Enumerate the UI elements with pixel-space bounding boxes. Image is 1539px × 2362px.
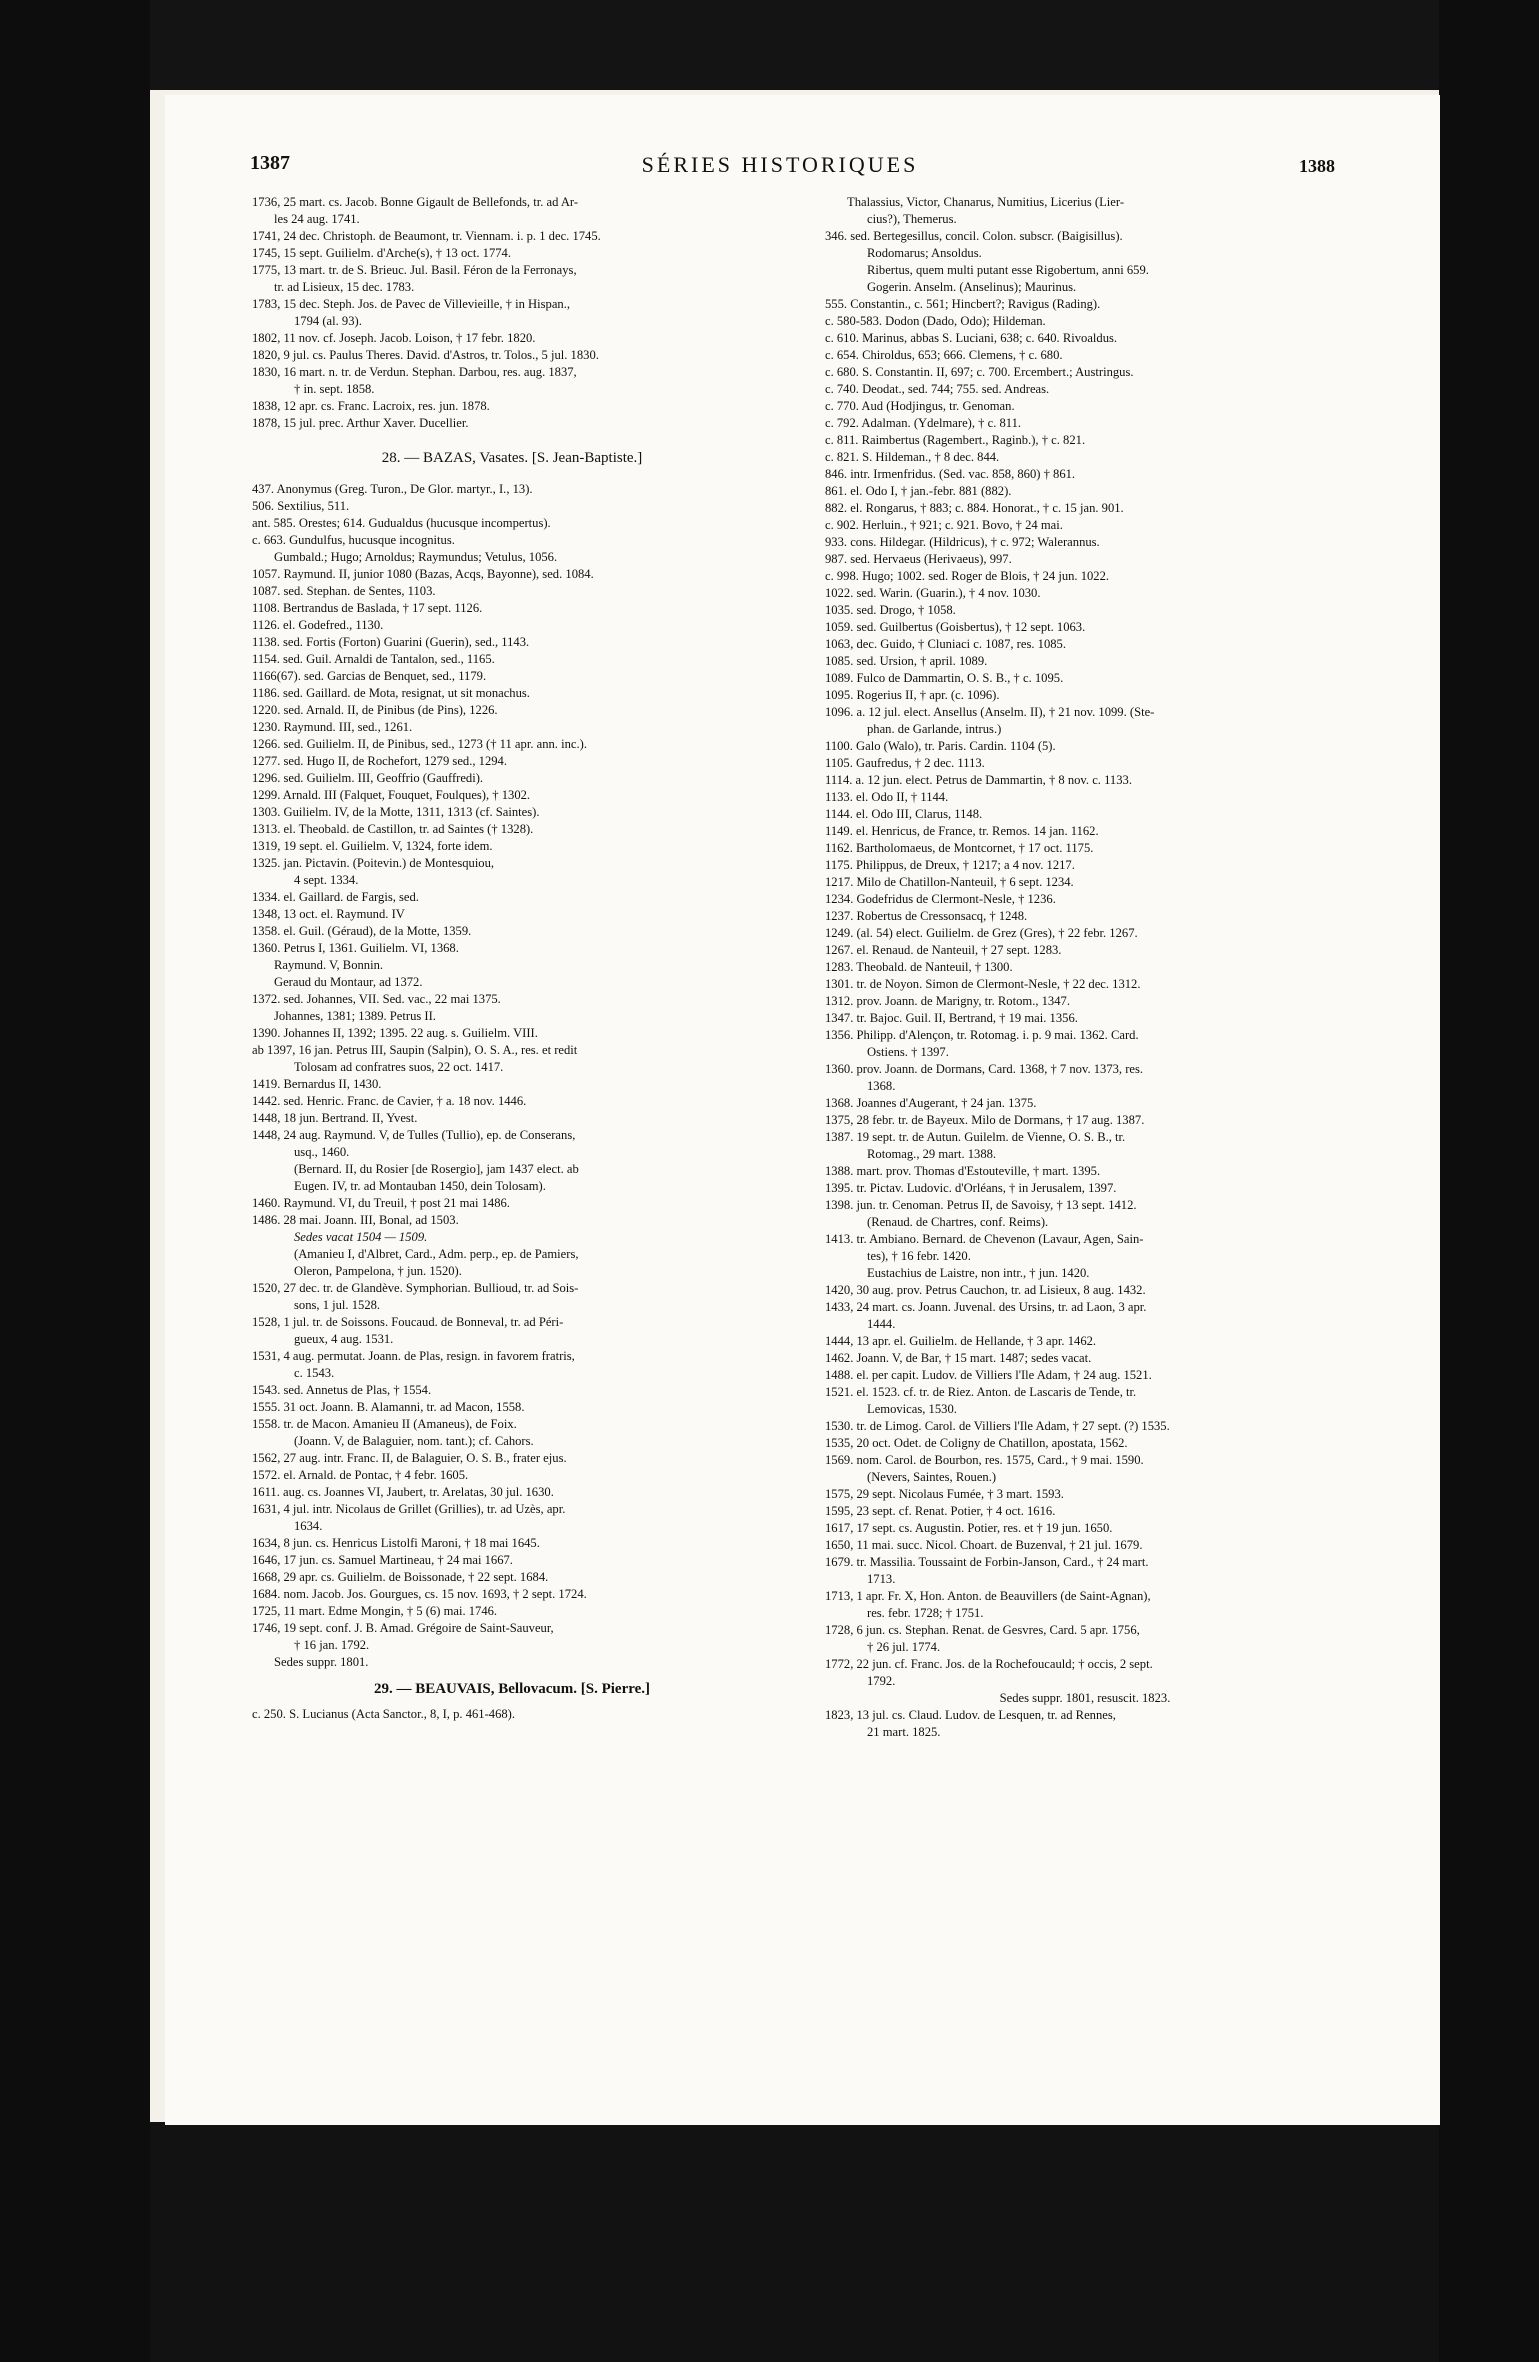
- entry-line: 1448, 24 aug. Raymund. V, de Tulles (Tullio), ep. de Conserans,: [252, 1128, 576, 1142]
- entry-line: 1838, 12 apr. cs. Franc. Lacroix, res. jun. 1878.: [252, 399, 490, 413]
- entry-line: 882. el. Rongarus, † 883; c. 884. Honorat., † c. 15 jan. 901.: [825, 501, 1124, 515]
- entry-line: 861. el. Odo I, † jan.-febr. 881 (882).: [825, 484, 1012, 498]
- entry-line: 1668, 29 apr. cs. Guilielm. de Boissonade, † 22 sept. 1684.: [252, 1570, 549, 1584]
- entry-line: 1387. 19 sept. tr. de Autun. Guilelm. de Vienne, O. S. B., tr.: [825, 1130, 1126, 1144]
- entry-line: 1237. Robertus de Cressonsacq, † 1248.: [825, 909, 1028, 923]
- entry-line: Tolosam ad confratres suos, 22 oct. 1417.: [294, 1060, 504, 1074]
- entry-line: 1398. jun. tr. Cenoman. Petrus II, de Savoisy, † 13 sept. 1412.: [825, 1198, 1137, 1212]
- entry-line: 1230. Raymund. III, sed., 1261.: [252, 720, 413, 734]
- entry-line: 1595, 23 sept. cf. Renat. Potier, † 4 oct. 1616.: [825, 1504, 1056, 1518]
- entry-line: 1368.: [867, 1079, 896, 1093]
- page-number-right: 1388: [1299, 156, 1335, 176]
- section-heading: 28. — BAZAS, Vasates. [S. Jean-Baptiste.]: [381, 450, 643, 466]
- entry-line: 1266. sed. Guilielm. II, de Pinibus, sed., 1273 († 11 apr. ann. inc.).: [252, 737, 587, 751]
- entry-line: 1325. jan. Pictavin. (Poitevin.) de Montesquiou,: [252, 856, 495, 870]
- entry-line: gueux, 4 aug. 1531.: [294, 1332, 394, 1346]
- entry-line: 1283. Theobald. de Nanteuil, † 1300.: [825, 960, 1013, 974]
- entry-line: phan. de Garlande, intrus.): [867, 722, 1002, 736]
- entry-line: 1444, 13 apr. el. Guilielm. de Hellande, † 3 apr. 1462.: [825, 1334, 1097, 1348]
- entry-line: 1347. tr. Bajoc. Guil. II, Bertrand, † 19 mai. 1356.: [825, 1011, 1078, 1025]
- scan-border-bottom: [0, 2122, 1539, 2362]
- entry-line: 1442. sed. Henric. Franc. de Cavier, † a. 18 nov. 1446.: [252, 1094, 527, 1108]
- entry-line: c. 792. Adalman. (Ydelmare), † c. 811.: [825, 416, 1022, 430]
- entry-line: 1558. tr. de Macon. Amanieu II (Amaneus), de Foix.: [252, 1417, 517, 1431]
- entry-line: 1095. Rogerius II, † apr. (c. 1096).: [825, 688, 1000, 702]
- entry-line: c. 1543.: [294, 1366, 335, 1380]
- right-column: [825, 194, 1345, 1741]
- entry-line: 1267. el. Renaud. de Nanteuil, † 27 sept. 1283.: [825, 943, 1062, 957]
- entry-line: 1105. Gaufredus, † 2 dec. 1113.: [825, 756, 985, 770]
- entry-line: 1745, 15 sept. Guilielm. d'Arche(s), † 13 oct. 1774.: [252, 246, 512, 260]
- entry-line: 1035. sed. Drogo, † 1058.: [825, 603, 956, 617]
- entry-line: 1420, 30 aug. prov. Petrus Cauchon, tr. ad Lisieux, 8 aug. 1432.: [825, 1283, 1146, 1297]
- entry-line: 1531, 4 aug. permutat. Joann. de Plas, resign. in favorem fratris,: [252, 1349, 575, 1363]
- entry-line: 1802, 11 nov. cf. Joseph. Jacob. Loison, † 17 febr. 1820.: [252, 331, 536, 345]
- entry-line: c. 654. Chiroldus, 653; 666. Clemens, † c. 680.: [825, 348, 1063, 362]
- entry-line: 1878, 15 jul. prec. Arthur Xaver. Ducellier.: [252, 416, 469, 430]
- entry-line: 1301. tr. de Noyon. Simon de Clermont-Nesle, † 22 dec. 1312.: [825, 977, 1141, 991]
- entry-line: Gogerin. Anselm. (Anselinus); Maurinus.: [867, 280, 1077, 294]
- entry-line: 1249. (al. 54) elect. Guilielm. de Grez (Gres), † 22 febr. 1267.: [825, 926, 1138, 940]
- scan-border-left: [0, 0, 150, 2362]
- entry-line: Lemovicas, 1530.: [867, 1402, 957, 1416]
- entry-line: 1360. Petrus I, 1361. Guilielm. VI, 1368.: [252, 941, 459, 955]
- entry-line: 1775, 13 mart. tr. de S. Brieuc. Jul. Basil. Féron de la Ferronays,: [252, 263, 577, 277]
- entry-line: 987. sed. Hervaeus (Herivaeus), 997.: [825, 552, 1012, 566]
- entry-line: c. 770. Aud (Hodjingus, tr. Genoman.: [825, 399, 1015, 413]
- entry-line: 1096. a. 12 jul. elect. Ansellus (Anselm. II), † 21 nov. 1099. (Ste-: [825, 705, 1155, 719]
- entry-line: 1138. sed. Fortis (Forton) Guarini (Guerin), sed., 1143.: [252, 635, 530, 649]
- entry-line: 1535, 20 oct. Odet. de Coligny de Chatillon, apostata, 1562.: [825, 1436, 1128, 1450]
- entry-line: Gumbald.; Hugo; Arnoldus; Raymundus; Vetulus, 1056.: [274, 550, 558, 564]
- entry-line: 1746, 19 sept. conf. J. B. Amad. Grégoire de Saint-Sauveur,: [252, 1621, 554, 1635]
- entry-line: 437. Anonymus (Greg. Turon., De Glor. martyr., I., 13).: [252, 482, 533, 496]
- entry-line: 1114. a. 12 jun. elect. Petrus de Dammartin, † 8 nov. c. 1133.: [825, 773, 1132, 787]
- entry-line: 1312. prov. Joann. de Marigny, tr. Rotom., 1347.: [825, 994, 1070, 1008]
- entry-line: 1388. mart. prov. Thomas d'Estouteville, † mart. 1395.: [825, 1164, 1101, 1178]
- entry-line: 1650, 11 mai. succ. Nicol. Choart. de Buzenval, † 21 jul. 1679.: [825, 1538, 1143, 1552]
- entry-line: c. 740. Deodat., sed. 744; 755. sed. Andreas.: [825, 382, 1050, 396]
- entry-line: 555. Constantin., c. 561; Hincbert?; Ravigus (Rading).: [825, 297, 1101, 311]
- entry-line: (Amanieu I, d'Albret, Card., Adm. perp., ep. de Pamiers,: [294, 1247, 579, 1261]
- entry-line: 1555. 31 oct. Joann. B. Alamanni, tr. ad Macon, 1558.: [252, 1400, 525, 1414]
- entry-line: Sedes vacat 1504 — 1509.: [294, 1230, 428, 1244]
- entry-line: Thalassius, Victor, Chanarus, Numitius, Licerius (Lier-: [847, 195, 1125, 209]
- entry-line: c. 610. Marinus, abbas S. Luciani, 638; c. 640. Rivoaldus.: [825, 331, 1118, 345]
- entry-line: 1022. sed. Warin. (Guarin.), † 4 nov. 1030.: [825, 586, 1041, 600]
- entry-line: 1348, 13 oct. el. Raymund. IV: [252, 907, 405, 921]
- entry-line: † in. sept. 1858.: [294, 382, 375, 396]
- entry-line: 1319, 19 sept. el. Guilielm. V, 1324, forte idem.: [252, 839, 493, 853]
- entry-line: 1575, 29 sept. Nicolaus Fumée, † 3 mart. 1593.: [825, 1487, 1064, 1501]
- entry-line: 1100. Galo (Walo), tr. Paris. Cardin. 1104 (5).: [825, 739, 1056, 753]
- entry-line: 1569. nom. Carol. de Bourbon, res. 1575, Card., † 9 mai. 1590.: [825, 1453, 1144, 1467]
- entry-line: c. 902. Herluin., † 921; c. 921. Bovo, † 24 mai.: [825, 518, 1063, 532]
- entry-line: 346. sed. Bertegesillus, concil. Colon. subscr. (Baigisillus).: [825, 229, 1123, 243]
- entry-line: 1634.: [294, 1519, 323, 1533]
- entry-line: 1562, 27 aug. intr. Franc. II, de Balaguier, O. S. B., frater ejus.: [252, 1451, 567, 1465]
- entry-line: Sedes suppr. 1801.: [274, 1655, 369, 1669]
- entry-line: 1713, 1 apr. Fr. X, Hon. Anton. de Beauvillers (de Saint-Agnan),: [825, 1589, 1151, 1603]
- entry-line: (Nevers, Saintes, Rouen.): [867, 1470, 997, 1484]
- entry-line: 1296. sed. Guilielm. III, Geoffrio (Gauffredi).: [252, 771, 484, 785]
- entry-line: Eugen. IV, tr. ad Montauban 1450, dein Tolosam).: [294, 1179, 546, 1193]
- entry-line: 1617, 17 sept. cs. Augustin. Potier, res. et † 19 jun. 1650.: [825, 1521, 1113, 1535]
- entry-line: 1520, 27 dec. tr. de Glandève. Symphorian. Bullioud, tr. ad Sois-: [252, 1281, 579, 1295]
- entry-line: 1792.: [867, 1674, 896, 1688]
- entry-line: 1634, 8 jun. cs. Henricus Listolfi Maroni, † 18 mai 1645.: [252, 1536, 540, 1550]
- entry-line: 1108. Bertrandus de Baslada, † 17 sept. 1126.: [252, 601, 483, 615]
- entry-line: 1684. nom. Jacob. Jos. Gourgues, cs. 15 nov. 1693, † 2 sept. 1724.: [252, 1587, 587, 1601]
- entry-line: 1368. Joannes d'Augerant, † 24 jan. 1375.: [825, 1096, 1037, 1110]
- entry-line: 1572. el. Arnald. de Pontac, † 4 febr. 1605.: [252, 1468, 469, 1482]
- entry-line: 1460. Raymund. VI, du Treuil, † post 21 mai 1486.: [252, 1196, 510, 1210]
- entry-line: 1087. sed. Stephan. de Sentes, 1103.: [252, 584, 436, 598]
- entry-line: 1144. el. Odo III, Clarus, 1148.: [825, 807, 983, 821]
- entry-line: 1794 (al. 93).: [294, 314, 362, 328]
- entry-line: 1133. el. Odo II, † 1144.: [825, 790, 949, 804]
- entry-line: 1085. sed. Ursion, † april. 1089.: [825, 654, 988, 668]
- entry-line: 1611. aug. cs. Joannes VI, Jaubert, tr. Arelatas, 30 jul. 1630.: [252, 1485, 554, 1499]
- entry-line: 1089. Fulco de Dammartin, O. S. B., † c. 1095.: [825, 671, 1064, 685]
- entry-line: c. 998. Hugo; 1002. sed. Roger de Blois, † 24 jun. 1022.: [825, 569, 1110, 583]
- entry-line: (Joann. V, de Balaguier, nom. tant.); cf. Cahors.: [294, 1434, 534, 1448]
- entry-line: 1488. el. per capit. Ludov. de Villiers l'Ile Adam, † 24 aug. 1521.: [825, 1368, 1152, 1382]
- entry-line: 1234. Godefridus de Clermont-Nesle, † 1236.: [825, 892, 1056, 906]
- entry-line: 933. cons. Hildegar. (Hildricus), † c. 972; Walerannus.: [825, 535, 1100, 549]
- entry-line: 1444.: [867, 1317, 896, 1331]
- entry-line: cius?), Themerus.: [867, 212, 957, 226]
- entry-line: 1358. el. Guil. (Géraud), de la Motte, 1359.: [252, 924, 472, 938]
- entry-line: tes), † 16 febr. 1420.: [867, 1249, 971, 1263]
- entry-line: (Renaud. de Chartres, conf. Reims).: [867, 1215, 1049, 1229]
- entry-line: c. 680. S. Constantin. II, 697; c. 700. Ercembert.; Austringus.: [825, 365, 1134, 379]
- page-title: SÉRIES HISTORIQUES: [641, 152, 919, 177]
- entry-line: 1772, 22 jun. cf. Franc. Jos. de la Rochefoucauld; † occis, 2 sept.: [825, 1657, 1153, 1671]
- entry-line: 1059. sed. Guilbertus (Goisbertus), † 12 sept. 1063.: [825, 620, 1086, 634]
- entry-line: Eustachius de Laistre, non intr., † jun. 1420.: [867, 1266, 1090, 1280]
- entry-line: 846. intr. Irmenfridus. (Sed. vac. 858, 860) † 861.: [825, 467, 1076, 481]
- section-heading: 29. — BEAUVAIS, Bellovacum. [S. Pierre.]: [373, 1681, 651, 1697]
- entry-line: 1372. sed. Johannes, VII. Sed. vac., 22 mai 1375.: [252, 992, 501, 1006]
- entry-line: 1462. Joann. V, de Bar, † 15 mart. 1487; sedes vacat.: [825, 1351, 1092, 1365]
- entry-line: 1149. el. Henricus, de France, tr. Remos. 14 jan. 1162.: [825, 824, 1099, 838]
- entry-line: sons, 1 jul. 1528.: [294, 1298, 381, 1312]
- entry-line: Raymund. V, Bonnin.: [274, 958, 384, 972]
- entry-line: † 26 jul. 1774.: [867, 1640, 941, 1654]
- entry-line: Johannes, 1381; 1389. Petrus II.: [274, 1009, 436, 1023]
- entry-line: 1162. Bartholomaeus, de Montcornet, † 17 oct. 1175.: [825, 841, 1094, 855]
- entry-line: 4 sept. 1334.: [294, 873, 359, 887]
- entry-line: c. 580-583. Dodon (Dado, Odo); Hildeman.: [825, 314, 1046, 328]
- entry-line: c. 250. S. Lucianus (Acta Sanctor., 8, I, p. 461-468).: [252, 1707, 516, 1721]
- entry-line: 1299. Arnald. III (Falquet, Fouquet, Foulques), † 1302.: [252, 788, 531, 802]
- entry-line: Ribertus, quem multi putant esse Rigobertum, anni 659.: [867, 263, 1149, 277]
- entry-line: 1725, 11 mart. Edme Mongin, † 5 (6) mai. 1746.: [252, 1604, 498, 1618]
- entry-line: 1783, 15 dec. Steph. Jos. de Pavec de Villevieille, † in Hispan.,: [252, 297, 570, 311]
- entry-line: 21 mart. 1825.: [867, 1725, 941, 1739]
- entry-line: Geraud du Montaur, ad 1372.: [274, 975, 423, 989]
- entry-line: Ostiens. † 1397.: [867, 1045, 949, 1059]
- entry-line: 1713.: [867, 1572, 896, 1586]
- entry-line: Oleron, Pampelona, † jun. 1520).: [294, 1264, 462, 1278]
- entry-line: 1486. 28 mai. Joann. III, Bonal, ad 1503.: [252, 1213, 459, 1227]
- entry-line: 1395. tr. Pictav. Ludovic. d'Orléans, † in Jerusalem, 1397.: [825, 1181, 1117, 1195]
- entry-line: 1063, dec. Guido, † Cluniaci c. 1087, res. 1085.: [825, 637, 1066, 651]
- entry-line: 1375, 28 febr. tr. de Bayeux. Milo de Dormans, † 17 aug. 1387.: [825, 1113, 1145, 1127]
- entry-line: 1175. Philippus, de Dreux, † 1217; a 4 nov. 1217.: [825, 858, 1075, 872]
- entry-line: 1820, 9 jul. cs. Paulus Theres. David. d'Astros, tr. Tolos., 5 jul. 1830.: [252, 348, 599, 362]
- entry-line: 1217. Milo de Chatillon-Nanteuil, † 6 sept. 1234.: [825, 875, 1074, 889]
- entry-line: 1126. el. Godefred., 1130.: [252, 618, 384, 632]
- scan-border-top: [0, 0, 1539, 90]
- entry-line: usq., 1460.: [294, 1145, 350, 1159]
- entry-line: (Bernard. II, du Rosier [de Rosergio], jam 1437 elect. ab: [294, 1162, 579, 1176]
- entry-line: 1736, 25 mart. cs. Jacob. Bonne Gigault de Bellefonds, tr. ad Ar-: [252, 195, 579, 209]
- entry-line: 1313. el. Theobald. de Castillon, tr. ad Saintes († 1328).: [252, 822, 534, 836]
- scan-border-right: [1439, 0, 1539, 2362]
- entry-line: 1741, 24 dec. Christoph. de Beaumont, tr. Viennam. i. p. 1 dec. 1745.: [252, 229, 601, 243]
- entry-line: 1390. Johannes II, 1392; 1395. 22 aug. s. Guilielm. VIII.: [252, 1026, 538, 1040]
- entry-line: Sedes suppr. 1801, resuscit. 1823.: [999, 1691, 1171, 1705]
- entry-line: 1419. Bernardus II, 1430.: [252, 1077, 382, 1091]
- entry-line: 1433, 24 mart. cs. Joann. Juvenal. des Ursins, tr. ad Laon, 3 apr.: [825, 1300, 1147, 1314]
- entry-line: 1057. Raymund. II, junior 1080 (Bazas, Acqs, Bayonne), sed. 1084.: [252, 567, 594, 581]
- left-column: [252, 194, 772, 1723]
- entry-line: c. 811. Raimbertus (Ragembert., Raginb.), † c. 821.: [825, 433, 1086, 447]
- entry-line: 1277. sed. Hugo II, de Rochefort, 1279 sed., 1294.: [252, 754, 507, 768]
- entry-line: 1356. Philipp. d'Alençon, tr. Rotomag. i. p. 9 mai. 1362. Card.: [825, 1028, 1139, 1042]
- entry-line: 1413. tr. Ambiano. Bernard. de Chevenon (Lavaur, Agen, Sain-: [825, 1232, 1144, 1246]
- entry-line: 1728, 6 jun. cs. Stephan. Renat. de Gesvres, Card. 5 apr. 1756,: [825, 1623, 1140, 1637]
- entry-line: 1166(67). sed. Garcias de Benquet, sed., 1179.: [252, 669, 487, 683]
- entry-line: 1521. el. 1523. cf. tr. de Riez. Anton. de Lascaris de Tende, tr.: [825, 1385, 1137, 1399]
- entry-line: 1360. prov. Joann. de Dormans, Card. 1368, † 7 nov. 1373, res.: [825, 1062, 1144, 1076]
- entry-line: Rotomag., 29 mart. 1388.: [867, 1147, 997, 1161]
- entry-line: ab 1397, 16 jan. Petrus III, Saupin (Salpin), O. S. A., res. et redit: [252, 1043, 578, 1057]
- entry-line: 1334. el. Gaillard. de Fargis, sed.: [252, 890, 419, 904]
- entry-line: 1830, 16 mart. n. tr. de Verdun. Stephan. Darbou, res. aug. 1837,: [252, 365, 577, 379]
- entry-line: Rodomarus; Ansoldus.: [867, 246, 982, 260]
- entry-line: 1220. sed. Arnald. II, de Pinibus (de Pins), 1226.: [252, 703, 498, 717]
- entry-line: † 16 jan. 1792.: [294, 1638, 370, 1652]
- entry-line: 1448, 18 jun. Bertrand. II, Yvest.: [252, 1111, 418, 1125]
- entry-line: c. 663. Gundulfus, hucusque incognitus.: [252, 533, 455, 547]
- entry-line: res. febr. 1728; † 1751.: [867, 1606, 984, 1620]
- running-header: [250, 152, 1335, 182]
- entry-line: 1823, 13 jul. cs. Claud. Ludov. de Lesquen, tr. ad Rennes,: [825, 1708, 1116, 1722]
- entry-line: 1679. tr. Massilia. Toussaint de Forbin-Janson, Card., † 24 mart.: [825, 1555, 1149, 1569]
- entry-line: 1530. tr. de Limog. Carol. de Villiers l'Ile Adam, † 27 sept. (?) 1535.: [825, 1419, 1170, 1433]
- entry-line: ant. 585. Orestes; 614. Gudualdus (hucusque incompertus).: [252, 516, 551, 530]
- entry-line: 1528, 1 jul. tr. de Soissons. Foucaud. de Bonneval, tr. ad Péri-: [252, 1315, 564, 1329]
- entry-line: tr. ad Lisieux, 15 dec. 1783.: [274, 280, 415, 294]
- entry-line: 1631, 4 jul. intr. Nicolaus de Grillet (Grillies), tr. ad Uzès, apr.: [252, 1502, 566, 1516]
- entry-line: 1154. sed. Guil. Arnaldi de Tantalon, sed., 1165.: [252, 652, 495, 666]
- page-number-left: 1387: [250, 152, 290, 174]
- entry-line: 1543. sed. Annetus de Plas, † 1554.: [252, 1383, 432, 1397]
- entry-line: 1186. sed. Gaillard. de Mota, resignat, ut sit monachus.: [252, 686, 530, 700]
- entry-line: les 24 aug. 1741.: [274, 212, 360, 226]
- entry-line: 1646, 17 jun. cs. Samuel Martineau, † 24 mai 1667.: [252, 1553, 513, 1567]
- entry-line: 1303. Guilielm. IV, de la Motte, 1311, 1313 (cf. Saintes).: [252, 805, 540, 819]
- entry-line: c. 821. S. Hildeman., † 8 dec. 844.: [825, 450, 1000, 464]
- entry-line: 506. Sextilius, 511.: [252, 499, 350, 513]
